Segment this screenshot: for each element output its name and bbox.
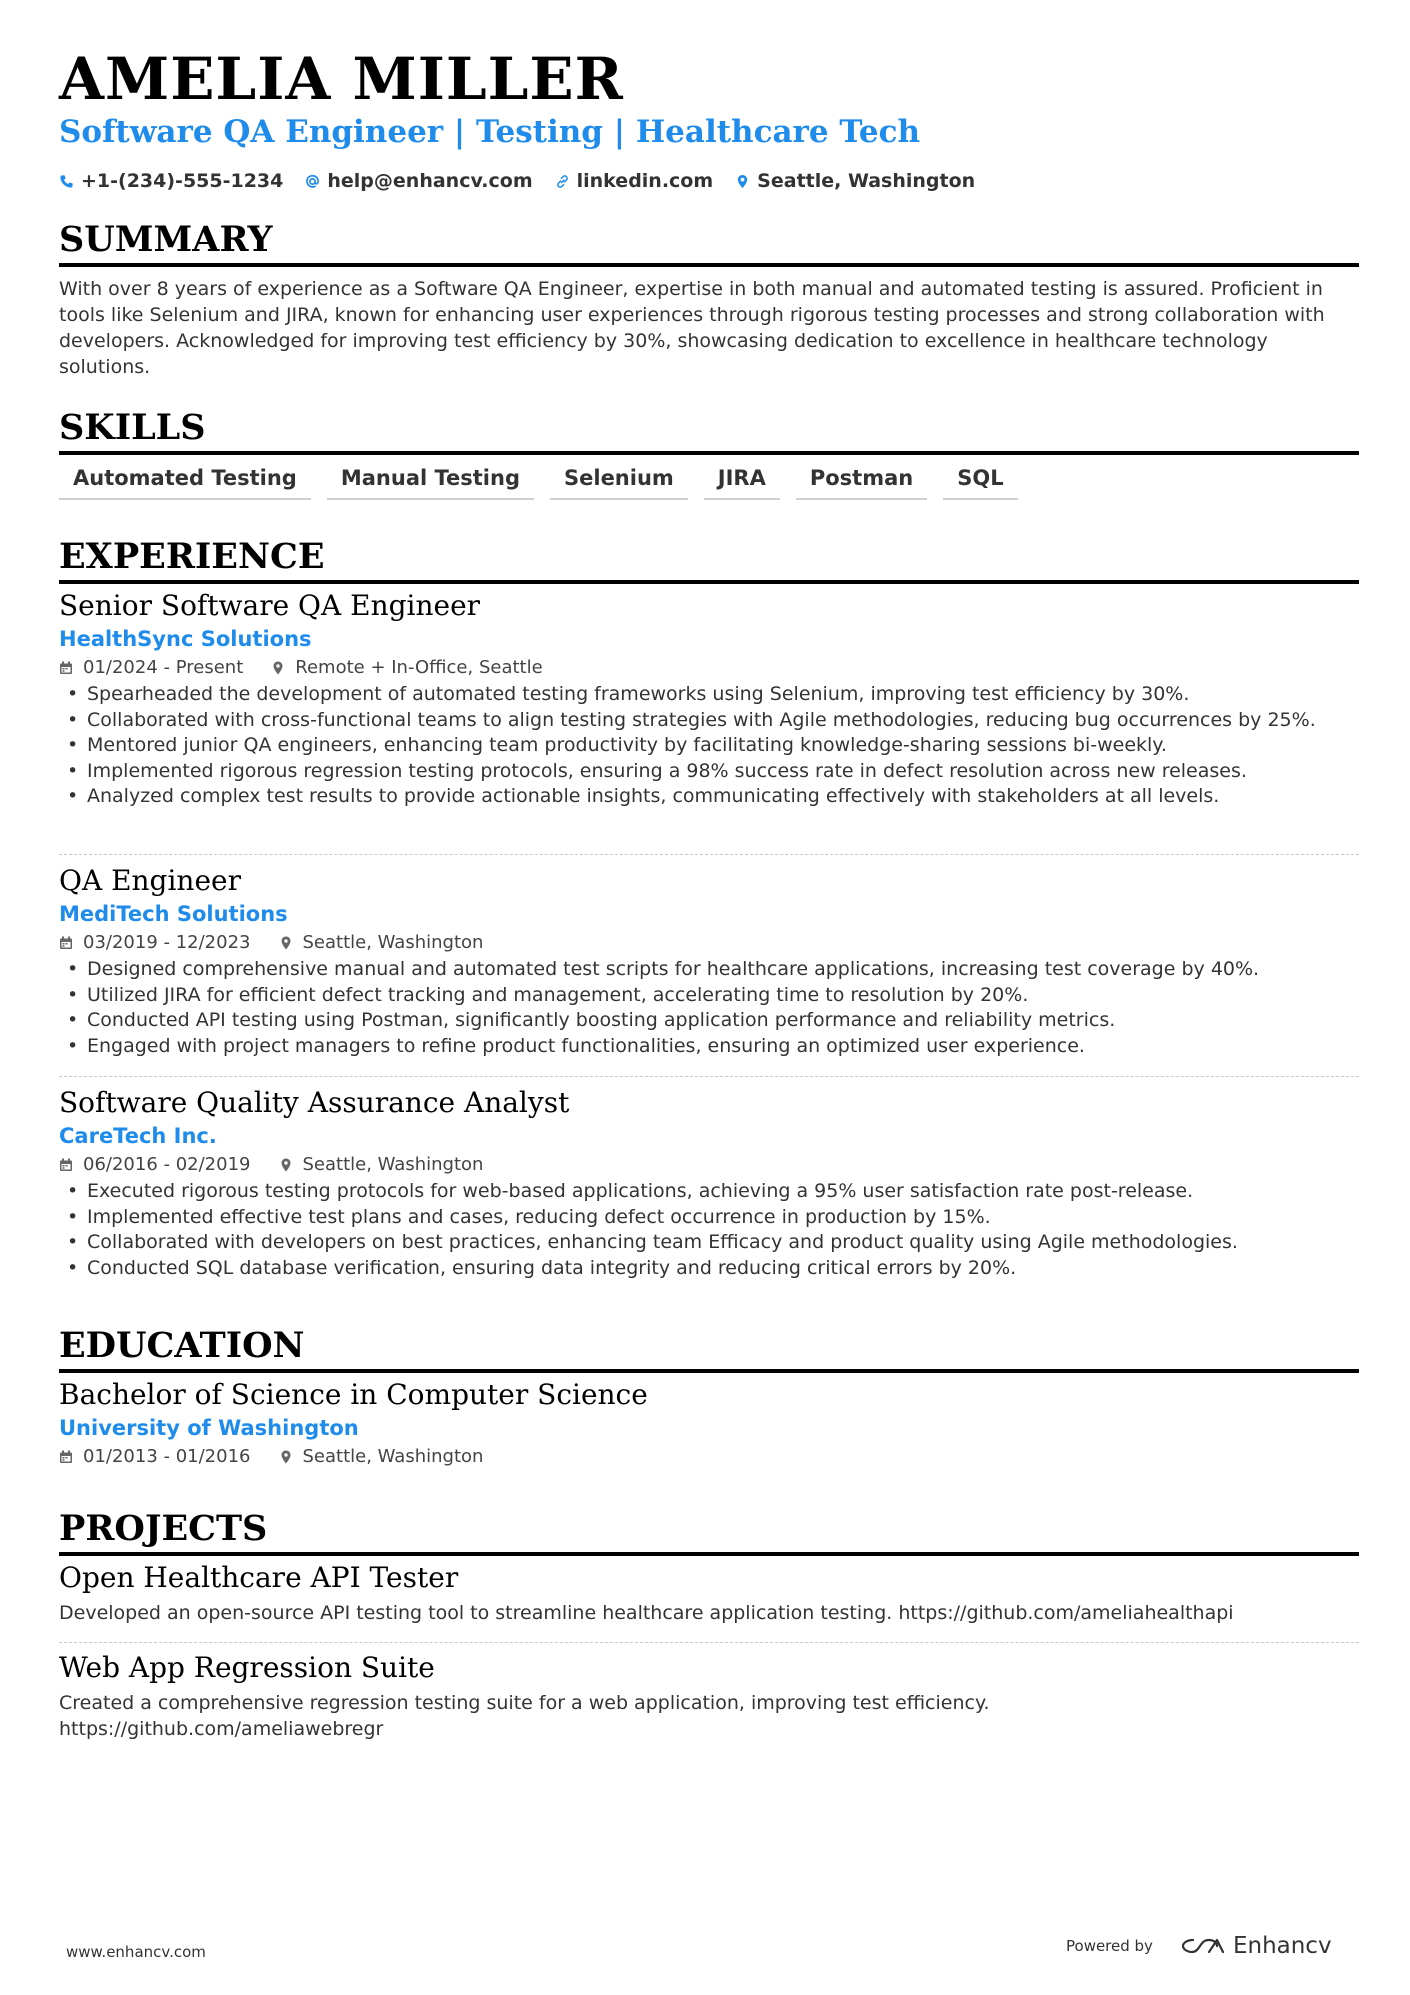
school-name[interactable]: University of Washington	[59, 1416, 359, 1440]
brand-name: Enhancv	[1232, 1933, 1332, 1959]
bullet-item: • Executed rigorous testing protocols for web-based applications, achieving a 95% user satisfaction rate post-release.	[59, 1179, 1359, 1205]
section-title-projects: PROJECTS	[59, 1511, 1359, 1556]
contact-email[interactable]	[305, 170, 532, 192]
project-entry	[59, 1650, 1359, 1742]
entry-divider	[59, 854, 1359, 855]
job-bullets	[59, 957, 1359, 1059]
candidate-name: AMELIA MILLER	[59, 45, 624, 113]
job-bullets	[59, 1179, 1359, 1281]
degree-title: Bachelor of Science in Computer Science	[59, 1378, 648, 1411]
bullet-item: • Engaged with project managers to refine product functionalities, ensuring an optimized user experience.	[59, 1034, 1359, 1060]
bullet-item: • Implemented rigorous regression testing protocols, ensuring a 98% success rate in defect resolution across new releases.	[59, 759, 1359, 785]
footer-website[interactable]: www.enhancv.com	[66, 1943, 206, 1961]
education-entry	[59, 1377, 1359, 1471]
company-name[interactable]: CareTech Inc.	[59, 1124, 217, 1148]
at-icon	[305, 174, 320, 189]
skill-tag: Manual Testing	[327, 466, 534, 500]
project-description: Created a comprehensive regression testing suite for a web application, improving test efficiency. https://github.com/ameliawebregr	[59, 1692, 990, 1740]
job-meta	[59, 1151, 1359, 1179]
contact-phone-text: +1-(234)-555-1234	[81, 170, 284, 192]
contact-linkedin-text: linkedin.com	[576, 170, 714, 192]
footer-powered-by	[1066, 1933, 1332, 1959]
enhancv-logo[interactable]	[1179, 1933, 1332, 1959]
job-title: Senior Software QA Engineer	[59, 589, 481, 622]
phone-icon	[59, 174, 74, 189]
calendar-icon	[59, 661, 73, 675]
project-description: Developed an open-source API testing tool to streamline healthcare application testing. https://github.com/ameliahealthapi	[59, 1602, 1234, 1624]
section-title-experience: EXPERIENCE	[59, 539, 1359, 584]
bullet-item: • Spearheaded the development of automated testing frameworks using Selenium, improving test efficiency by 30%.	[59, 682, 1359, 708]
calendar-icon	[59, 1450, 73, 1464]
skill-tag: JIRA	[704, 466, 780, 500]
job-dates: 03/2019 - 12/2023	[83, 932, 251, 953]
bullet-item: • Analyzed complex test results to provide actionable insights, communicating effectively with stakeholders at all levels.	[59, 784, 1359, 810]
education-meta	[59, 1443, 1359, 1471]
company-name[interactable]: MediTech Solutions	[59, 902, 288, 926]
skill-tag: Postman	[796, 466, 927, 500]
skill-tag: Selenium	[550, 466, 688, 500]
contact-location	[735, 170, 975, 192]
location-pin-icon	[279, 1158, 293, 1172]
section-title-skills: SKILLS	[59, 410, 1359, 455]
entry-divider	[59, 1076, 1359, 1077]
job-location: Seattle, Washington	[302, 1154, 484, 1175]
link-icon	[555, 174, 570, 189]
job-meta	[59, 654, 1359, 682]
bullet-item: • Collaborated with developers on best practices, enhancing team Efficacy and product quality using Agile methodologies.	[59, 1230, 1359, 1256]
company-name[interactable]: HealthSync Solutions	[59, 627, 312, 651]
job-location: Remote + In-Office, Seattle	[295, 657, 543, 678]
job-bullets	[59, 682, 1359, 810]
education-location: Seattle, Washington	[302, 1446, 484, 1467]
project-entry	[59, 1560, 1359, 1626]
entry-divider	[59, 1642, 1359, 1643]
job-dates: 01/2024 - Present	[83, 657, 244, 678]
bullet-item: • Implemented effective test plans and cases, reducing defect occurrence in production by 15%.	[59, 1205, 1359, 1231]
location-pin-icon	[279, 936, 293, 950]
location-pin-icon	[271, 661, 285, 675]
experience-entry	[59, 863, 1359, 1059]
location-pin-icon	[279, 1450, 293, 1464]
job-dates: 06/2016 - 02/2019	[83, 1154, 251, 1175]
summary-text: With over 8 years of experience as a Software QA Engineer, expertise in both manual and automated testing is assured. Proficient in tools like Selenium and JIRA, known for enhancing user experiences through rigorous testing processes and strong collaboration with developers. Acknowledged for improving test efficiency by 30%, showcasing dedication to excellence in healthcare technology solutions.	[59, 278, 1325, 378]
enhancv-logo-icon	[1179, 1934, 1225, 1958]
experience-entry	[59, 1085, 1359, 1281]
job-location: Seattle, Washington	[302, 932, 484, 953]
calendar-icon	[59, 1158, 73, 1172]
job-meta	[59, 929, 1359, 957]
candidate-headline: Software QA Engineer | Testing | Healthcare Tech	[59, 114, 921, 150]
contact-location-text: Seattle, Washington	[757, 170, 976, 192]
job-title: QA Engineer	[59, 864, 241, 897]
contact-phone[interactable]	[59, 170, 283, 192]
skill-tag: Automated Testing	[59, 466, 311, 500]
job-title: Software Quality Assurance Analyst	[59, 1086, 570, 1119]
location-pin-icon	[735, 174, 750, 189]
bullet-item: • Mentored junior QA engineers, enhancing team productivity by facilitating knowledge-sharing sessions bi-weekly.	[59, 733, 1359, 759]
contact-email-text: help@enhancv.com	[327, 170, 533, 192]
project-name: Open Healthcare API Tester	[59, 1561, 459, 1594]
project-name: Web App Regression Suite	[59, 1651, 435, 1684]
section-title-education: EDUCATION	[59, 1328, 1359, 1373]
bullet-item: • Designed comprehensive manual and automated test scripts for healthcare applications, increasing test coverage by 40%.	[59, 957, 1359, 983]
bullet-item: • Utilized JIRA for efficient defect tracking and management, accelerating time to resolution by 20%.	[59, 983, 1359, 1009]
experience-entry	[59, 588, 1359, 810]
education-dates: 01/2013 - 01/2016	[83, 1446, 251, 1467]
calendar-icon	[59, 936, 73, 950]
skills-list	[59, 466, 1034, 500]
section-title-summary: SUMMARY	[59, 222, 1359, 267]
bullet-item: • Conducted SQL database verification, ensuring data integrity and reducing critical errors by 20%.	[59, 1256, 1359, 1282]
contact-bar	[59, 170, 997, 192]
powered-by-label: Powered by	[1066, 1937, 1153, 1955]
contact-linkedin[interactable]	[555, 170, 714, 192]
bullet-item: • Collaborated with cross-functional teams to align testing strategies with Agile methodologies, reducing bug occurrences by 25%.	[59, 708, 1359, 734]
skill-tag: SQL	[943, 466, 1017, 500]
bullet-item: • Conducted API testing using Postman, significantly boosting application performance and reliability metrics.	[59, 1008, 1359, 1034]
